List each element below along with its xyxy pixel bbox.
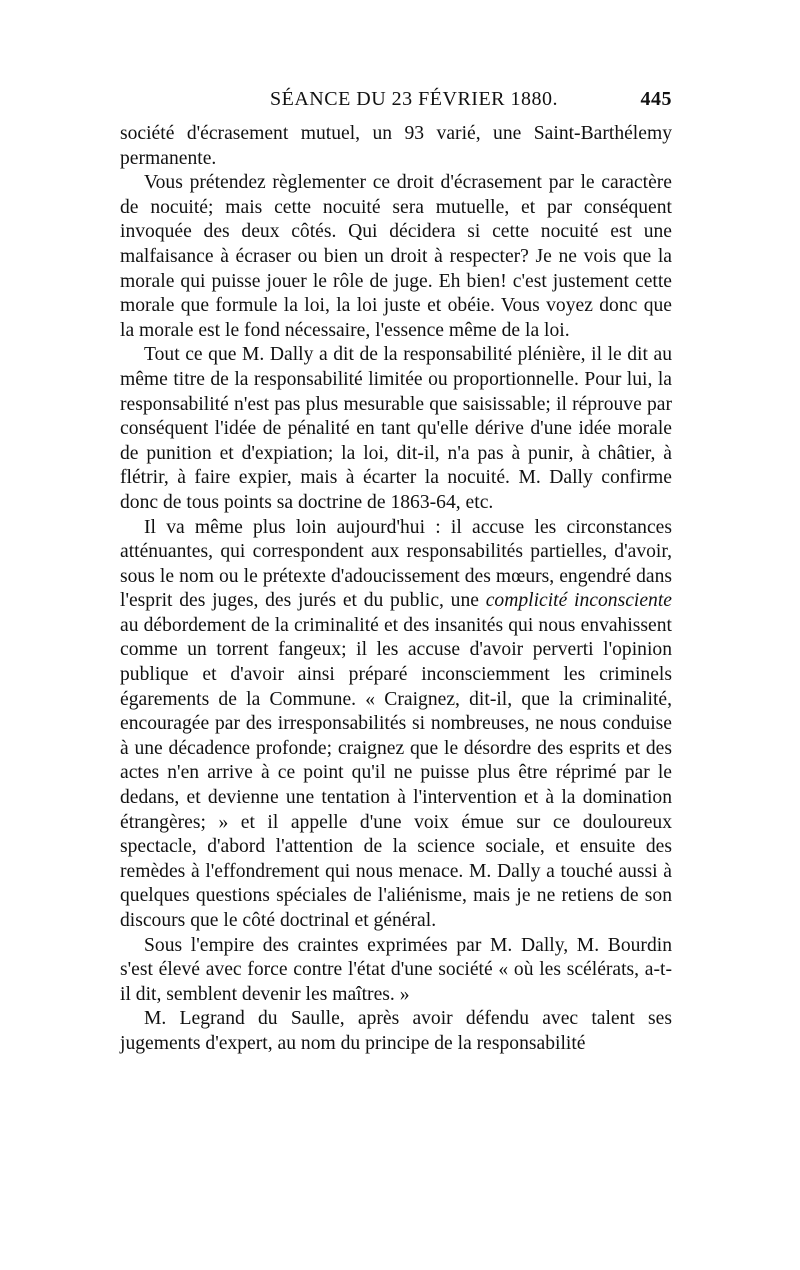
- paragraph: Tout ce que M. Dally a dit de la responsabilité plénière, il le dit au même titre de la responsabilité limitée ou proportionnelle. Pour lui, la responsabilité n'est pas plus mesurable que saisissable; il réprouve par conséquent l'idée de pénalité en tant qu'elle dérive d'une idée morale de punition et d'expiation; la loi, dit-il, n'a pas à punir, à châtier, à flétrir, à faire expier, mais à écarter la nocuité. M. Dally confirme donc de tous points sa doctrine de 1863-64, etc.: [120, 344, 672, 513]
- page-number: 445: [640, 88, 672, 110]
- running-header: [120, 88, 672, 122]
- body-text: [120, 122, 672, 1057]
- book-page: [120, 88, 672, 1057]
- paragraph: société d'écrasement mutuel, un 93 varié, une Saint-Barthélemy permanente.: [120, 123, 672, 169]
- running-title: SÉANCE DU 23 FÉVRIER 1880.: [270, 88, 559, 110]
- paragraph: M. Legrand du Saulle, après avoir défendu avec talent ses jugements d'expert, au nom du principe de la responsabilité: [120, 1008, 672, 1054]
- paragraph: Vous prétendez règlementer ce droit d'écrasement par le caractère de nocuité; mais cette nocuité sera mutuelle, et par conséquent invoquée des deux côtés. Qui décidera si cette nocuité est une malfaisance à écraser ou bien un droit à respecter? Je ne vois que la morale qui puisse jouer le rôle de juge. Eh bien! c'est justement cette morale que formule la loi, la loi juste et obéie. Vous voyez donc que la morale est le fond nécessaire, l'essence même de la loi.: [120, 172, 672, 341]
- paragraph: Sous l'empire des craintes exprimées par M. Dally, M. Bourdin s'est élevé avec force contre l'état d'une société « où les scélérats, a-t-il dit, semblent devenir les maîtres. »: [120, 934, 672, 1005]
- italic-phrase: complicité inconsciente: [485, 590, 672, 612]
- paragraph-text: Il va même plus loin aujourd'hui : il accuse les circonstances atténuantes, qui correspondent aux responsabilités partielles, d'avoir, sous le nom ou le prétexte d'adoucissement des mœurs, engendré dans l'esprit des juges, des jurés et du public, une: [120, 516, 672, 612]
- paragraph: [120, 516, 672, 934]
- paragraph-text: au débordement de la criminalité et des insanités qui nous envahissent comme un torrent fangeux; il les accuse d'avoir perverti l'opinion publique et d'avoir ainsi préparé inconsciemment les criminels égarements de la Commune. « Craignez, dit-il, que la criminalité, encouragée par des irresponsabilités si nombreuses, ne nous conduise à une décadence profonde; craignez que le désordre des esprits et des actes n'en arrive à ce point qu'il ne puisse plus être réprimé par le dedans, et devienne une tentation à l'intervention et à la domination étrangères; » et il appelle d'une voix émue sur ce douloureux spectacle, d'abord l'attention de la science sociale, et ensuite des remèdes à l'effondrement qui nous menace. M. Dally a touché aussi à quelques questions spéciales de l'aliénisme, mais je ne retiens de son discours que le côté doctrinal et général.: [120, 614, 672, 931]
